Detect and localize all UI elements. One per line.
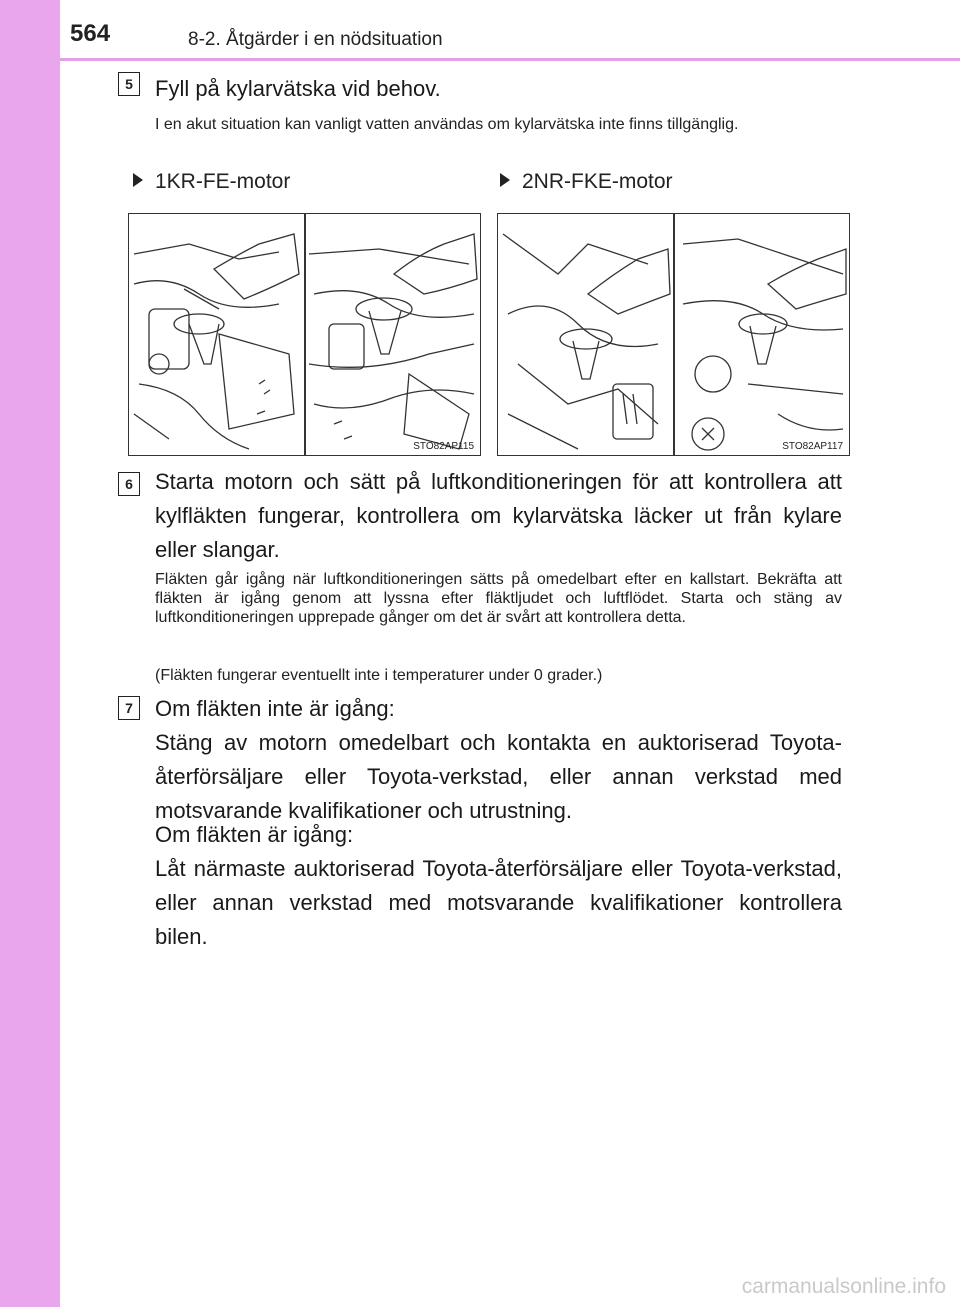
step-7-action-on: Låt närmaste auktoriserad Toyota-återförsäljare eller Toyota-verkstad, eller annan verkstad med motsvarande kvalifikationer kontrollera bilen. (155, 856, 842, 949)
step-5-note: I en akut situation kan vanligt vatten användas om kylarvätska inte finns tillgänglig. (155, 116, 739, 133)
figure-label-1kr-text: 1KR-FE-motor (155, 170, 291, 193)
header-side-tab (0, 0, 60, 60)
side-tab-bar (0, 0, 60, 1307)
figure-label-1kr (133, 170, 290, 194)
arrow-icon (133, 173, 143, 187)
figure-label-2nr (500, 170, 673, 194)
header-rule (60, 58, 960, 61)
step-5-instruction: Fyll på kylarvätska vid behov. (155, 76, 441, 101)
page-header (0, 0, 960, 60)
figure-code-2nr: STO82AP117 (782, 441, 843, 452)
figure-code-1kr: STO82AP115 (413, 441, 474, 452)
figure-label-2nr-text: 2NR-FKE-motor (522, 170, 673, 193)
watermark: carmanualsonline.info (741, 1275, 946, 1298)
page-number: 564 (70, 20, 111, 47)
step-7-action-off: Stäng av motorn omedelbart och kontakta en auktoriserad Toyota-återförsäljare eller Toyota-verkstad, eller annan verkstad med motsvarande kvalifikationer och utrustning. (155, 730, 842, 823)
step-6-note: Fläkten går igång när luftkonditioneringen sätts på omedelbart efter en kallstart. Bekräfta att fläkten är igång genom att lyssna efter fläktljudet och luftflödet. Starta och stäng av luftkonditioneringen upprepade gånger om det är svårt att kontrollera detta. (155, 571, 842, 626)
illustration-2nr-coolant-fill (497, 213, 850, 456)
arrow-icon (500, 173, 510, 187)
engine-bay-drawing-1kr (129, 214, 480, 455)
engine-bay-drawing-2nr (498, 214, 849, 455)
step-badge-7: 7 (118, 696, 140, 720)
step-7-condition-on: Om fläkten är igång: (155, 822, 354, 847)
step-6-note-temperature: (Fläkten fungerar eventuellt inte i temperaturer under 0 grader.) (155, 667, 603, 684)
step-badge-5: 5 (118, 72, 140, 96)
illustration-1kr-coolant-fill (128, 213, 481, 456)
step-badge-6: 6 (118, 472, 140, 496)
step-7-condition-off: Om fläkten inte är igång: (155, 696, 395, 721)
section-title: 8-2. Åtgärder i en nödsituation (188, 29, 443, 50)
step-6-instruction: Starta motorn och sätt på luftkonditioneringen för att kontrollera att kylfläkten fungerar, kontrollera om kylarvätska läcker ut från kylare eller slangar. (155, 469, 842, 562)
